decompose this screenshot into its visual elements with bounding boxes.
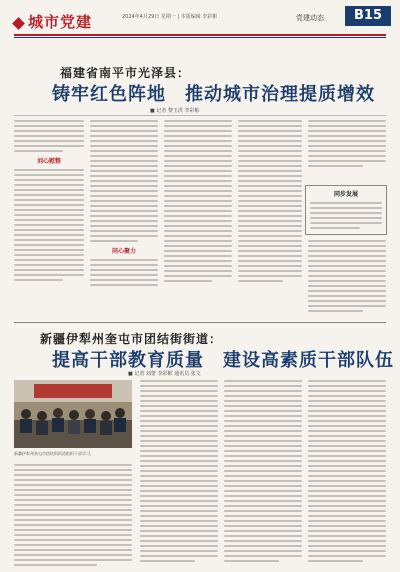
newspaper-logo [14,11,92,32]
logo-text: 城市党建 [28,13,93,31]
story1-column-4 [238,120,302,285]
story1-column-1 [14,120,84,284]
story1-column-5-cont [308,240,386,315]
story2-byline: ■ 记者 刘蕾 李彩彬 通讯员 张文 [128,371,201,377]
story2-column-4 [308,380,386,565]
masthead [0,0,400,52]
story2-kicker: 新疆伊犁州奎屯市团结街街道： [40,332,223,346]
story1-sidebar-box [305,185,387,235]
story1-byline: ■ 记者 黎玉洪 李彩彬 [150,108,200,114]
story-separator [14,322,386,323]
logo-diamond-icon [12,17,25,30]
story2-headline: 提高干部教育质量 建设高素质干部队伍 [52,350,394,371]
story2-photo [14,380,132,448]
meeting-photo-image [14,380,132,448]
page-number: B15 [345,6,391,26]
story1-headline: 铸牢红色阵地 推动城市治理提质增效 [52,84,375,105]
story1-column-3 [164,120,232,285]
story1-column-2 [90,120,158,289]
dateline: 2024年4月29日 星期一 | 本版编辑 李彩彬 [122,14,218,20]
story1-subhead-1: 刘心慰整 [36,158,61,165]
story1-kicker: 福建省南平市光泽县： [60,66,191,80]
story2-column-3 [224,380,302,565]
masthead-rule [14,34,386,36]
story1-column-5 [308,120,386,170]
story2-column-2 [140,380,218,565]
story1-subhead-2: 同心聚力 [111,248,136,255]
story1-subhead-3: 同步发展 [333,191,358,198]
masthead-rule-thin [14,37,386,38]
section-name: 党建动态 [296,14,324,22]
photo-caption: 新疆伊犁州奎屯市团结街街道组织干部学习。 [14,451,94,456]
story2-column-1 [14,464,132,569]
story1-divider [14,115,386,116]
